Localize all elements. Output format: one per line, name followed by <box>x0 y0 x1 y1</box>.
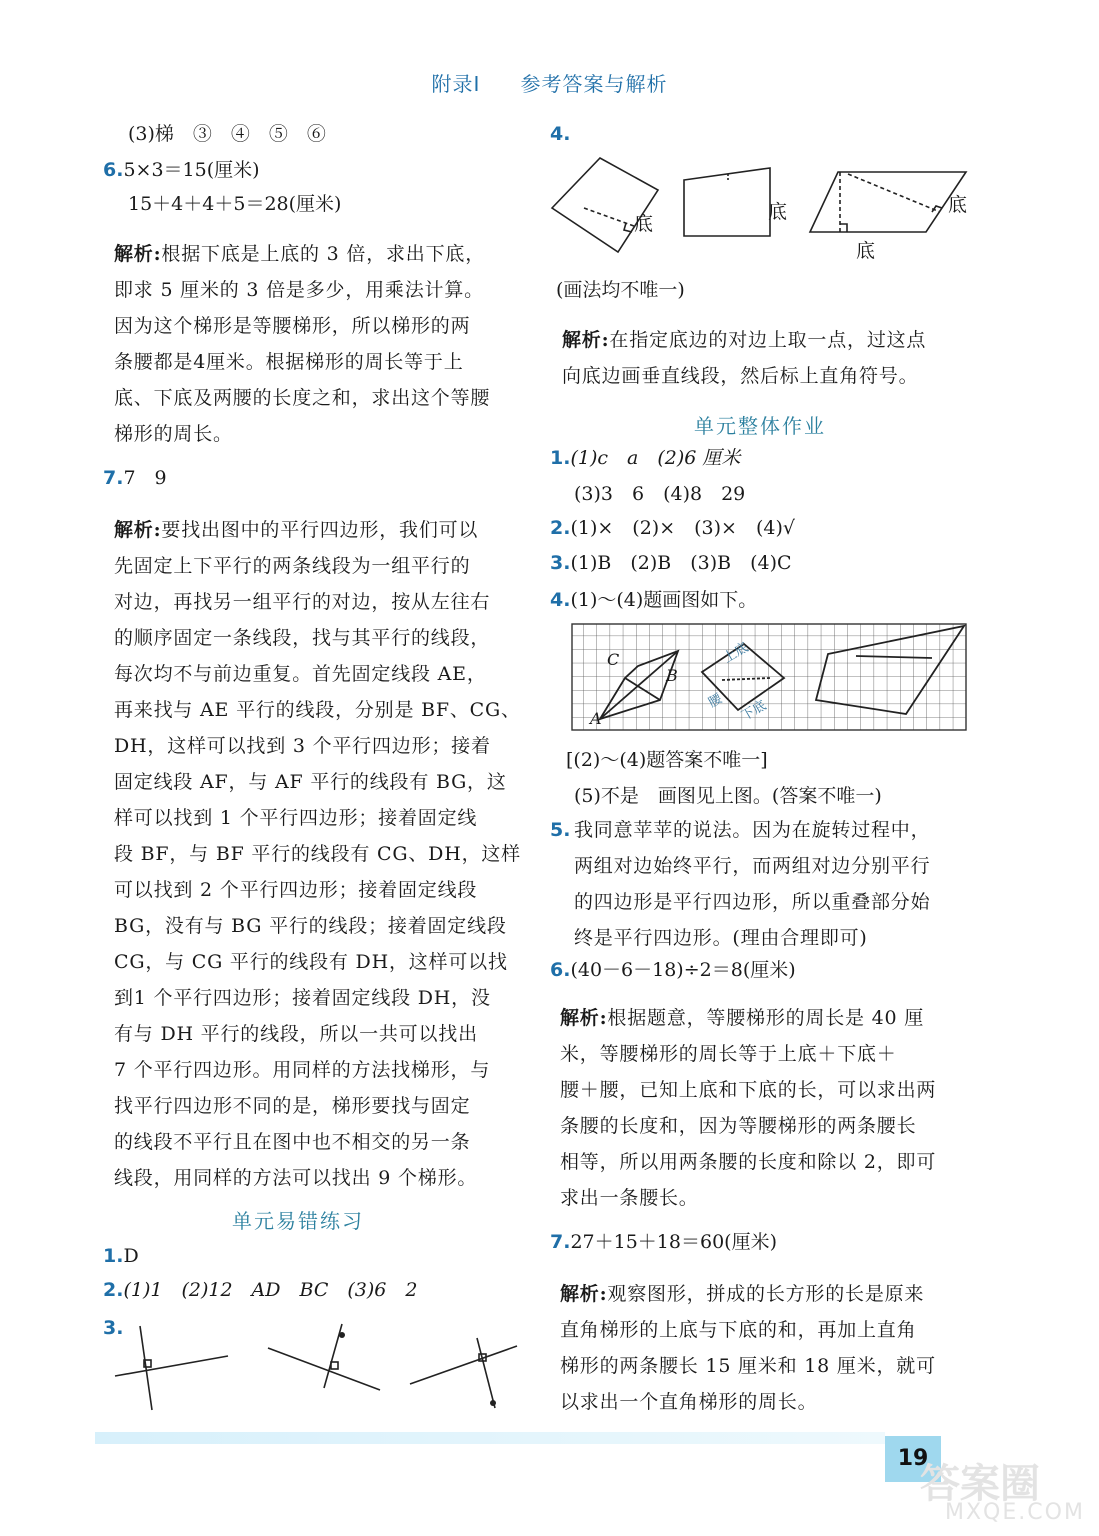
q6-exp-line: 即求 5 厘米的 3 倍是多少，用乘法计算。 <box>114 279 484 301</box>
u3-line <box>550 551 792 575</box>
u5-line-text: 终是平行四边形。(理由合理即可) <box>574 927 868 949</box>
q7-explanation <box>114 512 521 1196</box>
footer-bar <box>95 1432 885 1444</box>
u5-line-text: 我同意苹苹的说法。因为在旋转过程中， <box>574 819 931 841</box>
q6-explanation <box>114 236 490 452</box>
q4-note: (画法均不唯一) <box>556 279 685 301</box>
u4-number: 4. <box>550 589 571 611</box>
q7-exp-line: BG，没有与 BG 平行的线段；接着固定线段 <box>114 915 507 937</box>
q4-line <box>550 122 570 146</box>
q4-exp-label: 解析: <box>562 329 610 351</box>
u2-line <box>550 516 795 540</box>
u7-exp-line: 直角梯形的上底与下底的和，再加上直角 <box>560 1319 917 1341</box>
u6-exp-line: 根据题意，等腰梯形的周长是 40 厘 <box>607 1007 925 1029</box>
u7-exp-line: 观察图形，拼成的长方形的长是原来 <box>607 1283 925 1305</box>
q6-exp-label: 解析: <box>114 243 162 265</box>
q7-exp-line: 对边，再找另一组平行的对边，按从左往右 <box>114 591 491 613</box>
q4-number: 4. <box>550 123 571 145</box>
q7-exp-line: 有与 DH 平行的线段，所以一共可以找出 <box>114 1023 478 1045</box>
u6-answer: (40－6－18)÷2＝8(厘米) <box>570 959 796 981</box>
q7-exp-line: CG，与 CG 平行的线段有 DH，这样可以找 <box>114 951 508 973</box>
watermark-logo: 答案圈 <box>920 1461 1040 1507</box>
e1-line <box>103 1244 139 1268</box>
q7-exp-line: 要找出图中的平行四边形，我们可以 <box>161 519 479 541</box>
q4-explanation <box>562 322 926 394</box>
u6-exp-line: 条腰的长度和，因为等腰梯形的两条腰长 <box>560 1115 917 1137</box>
e2-answer: (1)1 (2)12 AD BC (3)6 2 <box>123 1279 418 1301</box>
q6-exp-line: 底、下底及两腰的长度之和，求出这个等腰 <box>114 387 491 409</box>
header-title: 参考答案与解析 <box>520 72 668 96</box>
u4-note: [(2)～(4)题答案不唯一] <box>566 749 768 771</box>
q7-exp-label: 解析: <box>114 519 162 541</box>
perpendicular-lines-figure-3 <box>405 1318 525 1418</box>
u2-answer: (1)× (2)× (3)× (4)√ <box>570 517 795 539</box>
u3-answer: (1)B (2)B (3)B (4)C <box>570 552 792 574</box>
q7-exp-line: 再来找与 AE 平行的线段，分别是 BF、CG、 <box>114 699 521 721</box>
section-title-unit: 单元整体作业 <box>694 414 826 438</box>
u5-line-text: 的四边形是平行四边形，所以重叠部分始 <box>574 891 931 913</box>
q7-exp-line: 到1 个平行四边形；接着固定线段 DH，没 <box>114 987 491 1009</box>
u6-line <box>550 958 796 982</box>
q7-exp-line: 的顺序固定一条线段，找与其平行的线段， <box>114 627 491 649</box>
grid-label-b: B <box>666 666 678 685</box>
q4-exp-line: 向底边画垂直线段，然后标上直角符号。 <box>562 365 919 387</box>
q5-part3-answer: (3)梯 ③ ④ ⑤ ⑥ <box>128 123 326 145</box>
q7-exp-line: 可以找到 2 个平行四边形；接着固定线段 <box>114 879 478 901</box>
q4-shapes-figure <box>548 150 978 260</box>
q7-exp-line: 7 个平行四边形。用同样的方法找梯形，与 <box>114 1059 491 1081</box>
u4-line <box>550 588 757 612</box>
u3-number: 3. <box>550 552 571 574</box>
q6-number: 6. <box>103 159 124 181</box>
u6-exp-label: 解析: <box>560 1007 608 1029</box>
e2-number: 2. <box>103 1279 124 1301</box>
u6-exp-line: 米，等腰梯形的周长等于上底＋下底＋ <box>560 1043 897 1065</box>
section-title-errors: 单元易错练习 <box>232 1209 364 1233</box>
e3-number: 3. <box>103 1317 124 1339</box>
watermark-url: MXQE.COM <box>945 1500 1085 1525</box>
q7-exp-line: 线段，用同样的方法可以找出 9 个梯形。 <box>114 1167 478 1189</box>
q6-exp-line: 因为这个梯形是等腰梯形，所以梯形的两 <box>114 315 471 337</box>
u1-number: 1. <box>550 447 571 469</box>
u4-part5: (5)不是 画图见上图。(答案不唯一) <box>574 785 882 807</box>
u5-line <box>550 818 570 842</box>
page-header <box>0 68 1099 97</box>
base-label-3: 底 <box>948 194 968 216</box>
base-label-1: 底 <box>634 213 654 235</box>
u6-exp-line: 腰＋腰，已知上底和下底的长，可以求出两 <box>560 1079 937 1101</box>
grid-figure <box>570 622 968 732</box>
q7-exp-line: 找平行四边形不同的是，梯形要找与固定 <box>114 1095 471 1117</box>
u1-line-a <box>550 446 740 470</box>
base-label-2: 底 <box>768 201 788 223</box>
u1-answer-a: (1)c a (2)6 厘米 <box>570 447 741 469</box>
base-label-4: 底 <box>856 240 876 262</box>
u7-exp-line: 梯形的两条腰长 15 厘米和 18 厘米，就可 <box>560 1355 936 1377</box>
q4-exp-line: 在指定底边的对边上取一点，过这点 <box>609 329 927 351</box>
u7-exp-line: 以求出一个直角梯形的周长。 <box>560 1391 818 1413</box>
u6-exp-line: 相等，所以用两条腰的长度和除以 2，即可 <box>560 1151 937 1173</box>
e1-number: 1. <box>103 1245 124 1267</box>
u5-answer <box>574 812 930 956</box>
grid-label-leg: 腰 <box>706 691 725 711</box>
perpendicular-lines-figure <box>110 1318 400 1418</box>
page-number: 19 <box>885 1436 941 1482</box>
q7-exp-line: 样可以找到 1 个平行四边形；接着固定线 <box>114 807 478 829</box>
q6-exp-line: 条腰都是4厘米。根据梯形的周长等于上 <box>114 351 464 373</box>
grid-label-c: C <box>607 650 620 669</box>
u7-answer: 27＋15＋18＝60(厘米) <box>570 1231 777 1253</box>
q6-answer-a: 5×3＝15(厘米) <box>123 159 260 181</box>
u7-number: 7. <box>550 1231 571 1253</box>
u7-explanation <box>560 1276 936 1420</box>
header-appendix: 附录Ⅰ <box>431 72 481 96</box>
q7-exp-line: 的线段不平行且在图中也不相交的另一条 <box>114 1131 471 1153</box>
grid-label-top: 上底 <box>720 640 752 667</box>
q7-number: 7. <box>103 467 124 489</box>
grid-label-a: A <box>590 709 602 728</box>
grid-label-low: 下底 <box>738 698 770 725</box>
u2-number: 2. <box>550 517 571 539</box>
q7-exp-line: 固定线段 AF，与 AF 平行的线段有 BG，这 <box>114 771 507 793</box>
q7-exp-line: 先固定上下平行的两条线段为一组平行的 <box>114 555 471 577</box>
q6-line1 <box>103 158 260 182</box>
u5-number: 5. <box>550 819 571 841</box>
u7-exp-label: 解析: <box>560 1283 608 1305</box>
q7-exp-line: DH，这样可以找到 3 个平行四边形；接着 <box>114 735 491 757</box>
u6-exp-line: 求出一条腰长。 <box>560 1187 699 1209</box>
q7-line <box>103 466 167 490</box>
u6-explanation <box>560 1000 936 1216</box>
q7-answer: 7 9 <box>123 467 167 489</box>
u4-answer: (1)～(4)题画图如下。 <box>570 589 758 611</box>
q6-exp-line: 梯形的周长。 <box>114 423 233 445</box>
u7-line <box>550 1230 777 1254</box>
e1-answer: D <box>123 1245 139 1267</box>
u6-number: 6. <box>550 959 571 981</box>
q7-exp-line: 每次均不与前边重复。首先固定线段 AE， <box>114 663 487 685</box>
e2-line <box>103 1278 417 1302</box>
q7-exp-line: 段 BF，与 BF 平行的线段有 CG、DH，这样 <box>114 843 521 865</box>
u1-answer-b: (3)3 6 (4)8 29 <box>574 483 746 505</box>
q6-exp-line: 根据下底是上底的 3 倍，求出下底， <box>161 243 485 265</box>
q6-answer-b: 15＋4＋4＋5＝28(厘米) <box>128 193 342 215</box>
u5-line-text: 两组对边始终平行，而两组对边分别平行 <box>574 855 931 877</box>
